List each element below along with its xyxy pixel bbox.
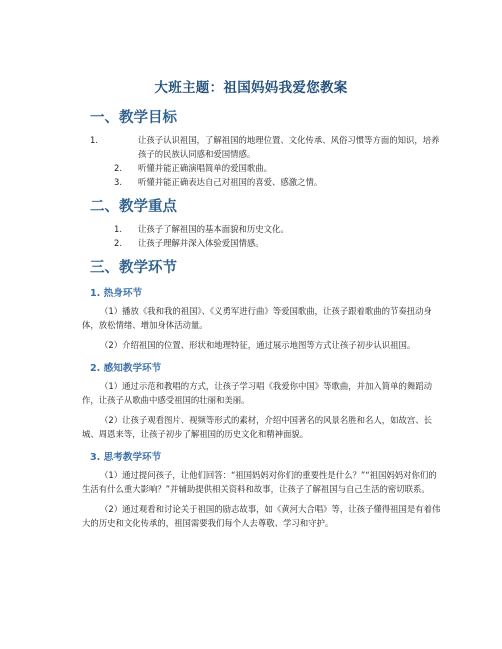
paragraph: （2）通过观看和讨论关于祖国的励志故事，如《黄河大合唱》等，让孩子懂得祖国是有着伟大的历史和文化传承的，祖国需要我们每个人去尊敬、学习和守护。 xyxy=(82,504,441,528)
document-title: 大班主题：祖国妈妈我爱您教案 xyxy=(154,80,348,96)
list-number: 1. xyxy=(90,135,98,145)
list-number: 3. xyxy=(114,177,122,187)
list-item xyxy=(60,222,442,236)
list-item xyxy=(60,161,442,175)
paragraph: （1）通过提问孩子，让他们回答：“祖国妈妈对你们的重要性是什么？”“祖国妈妈对你们的生活有什么重大影响？”并辅助提供相关资料和故事，让孩子了解祖国与自己生活的密切联系。 xyxy=(82,470,437,494)
list-number: 2. xyxy=(114,238,122,248)
list-number: 2. xyxy=(114,163,122,173)
subsection-heading-thinking: 3. 思考教学环节 xyxy=(90,452,162,463)
list-text: 让孩子了解祖国的基本面貌和历史文化。 xyxy=(138,224,289,234)
paragraph: （2）介绍祖国的位置、形状和地理特征，通过展示地图等方式让孩子初步认识祖国。 xyxy=(100,340,416,350)
list-text: 让孩子认识祖国，了解祖国的地理位置、文化传承、风俗习惯等方面的知识，培养孩子的民族认同感和爱国情感。 xyxy=(138,135,440,159)
section-heading-key-points: 二、教学重点 xyxy=(90,199,177,215)
subsection-heading-perception: 2. 感知教学环节 xyxy=(90,363,162,374)
list-number: 1. xyxy=(114,224,122,234)
paragraph: （1）播放《我和我的祖国》、《义勇军进行曲》等爱国歌曲，让孩子跟着歌曲的节奏扭动身体，放松情绪、增加身体活动量。 xyxy=(82,306,432,330)
subsection-heading-warmup: 1. 热身环节 xyxy=(90,288,143,299)
objectives-list xyxy=(60,133,442,189)
list-text: 听懂并能正确表达自己对祖国的喜爱、感激之情。 xyxy=(138,177,323,187)
section-heading-objectives: 一、教学目标 xyxy=(90,110,177,126)
list-text: 听懂并能正确演唱简单的爱国歌曲。 xyxy=(138,163,272,173)
list-item xyxy=(60,133,442,161)
list-item xyxy=(60,175,442,189)
list-item xyxy=(60,236,442,250)
section-heading-teaching-steps: 三、教学环节 xyxy=(90,260,177,276)
paragraph: （2）让孩子观看图片、视频等形式的素材，介绍中国著名的风景名胜和名人，如故宫、长城、周恩来等，让孩子初步了解祖国的历史文化和精神面貌。 xyxy=(82,415,432,439)
key-points-list xyxy=(60,222,442,250)
paragraph: （1）通过示范和教唱的方式，让孩子学习唱《我爱你中国》等歌曲，并加入简单的舞蹈动作，让孩子从歌曲中感受祖国的壮丽和美丽。 xyxy=(82,381,432,405)
list-text: 让孩子理解并深入体验爱国情感。 xyxy=(138,238,264,248)
